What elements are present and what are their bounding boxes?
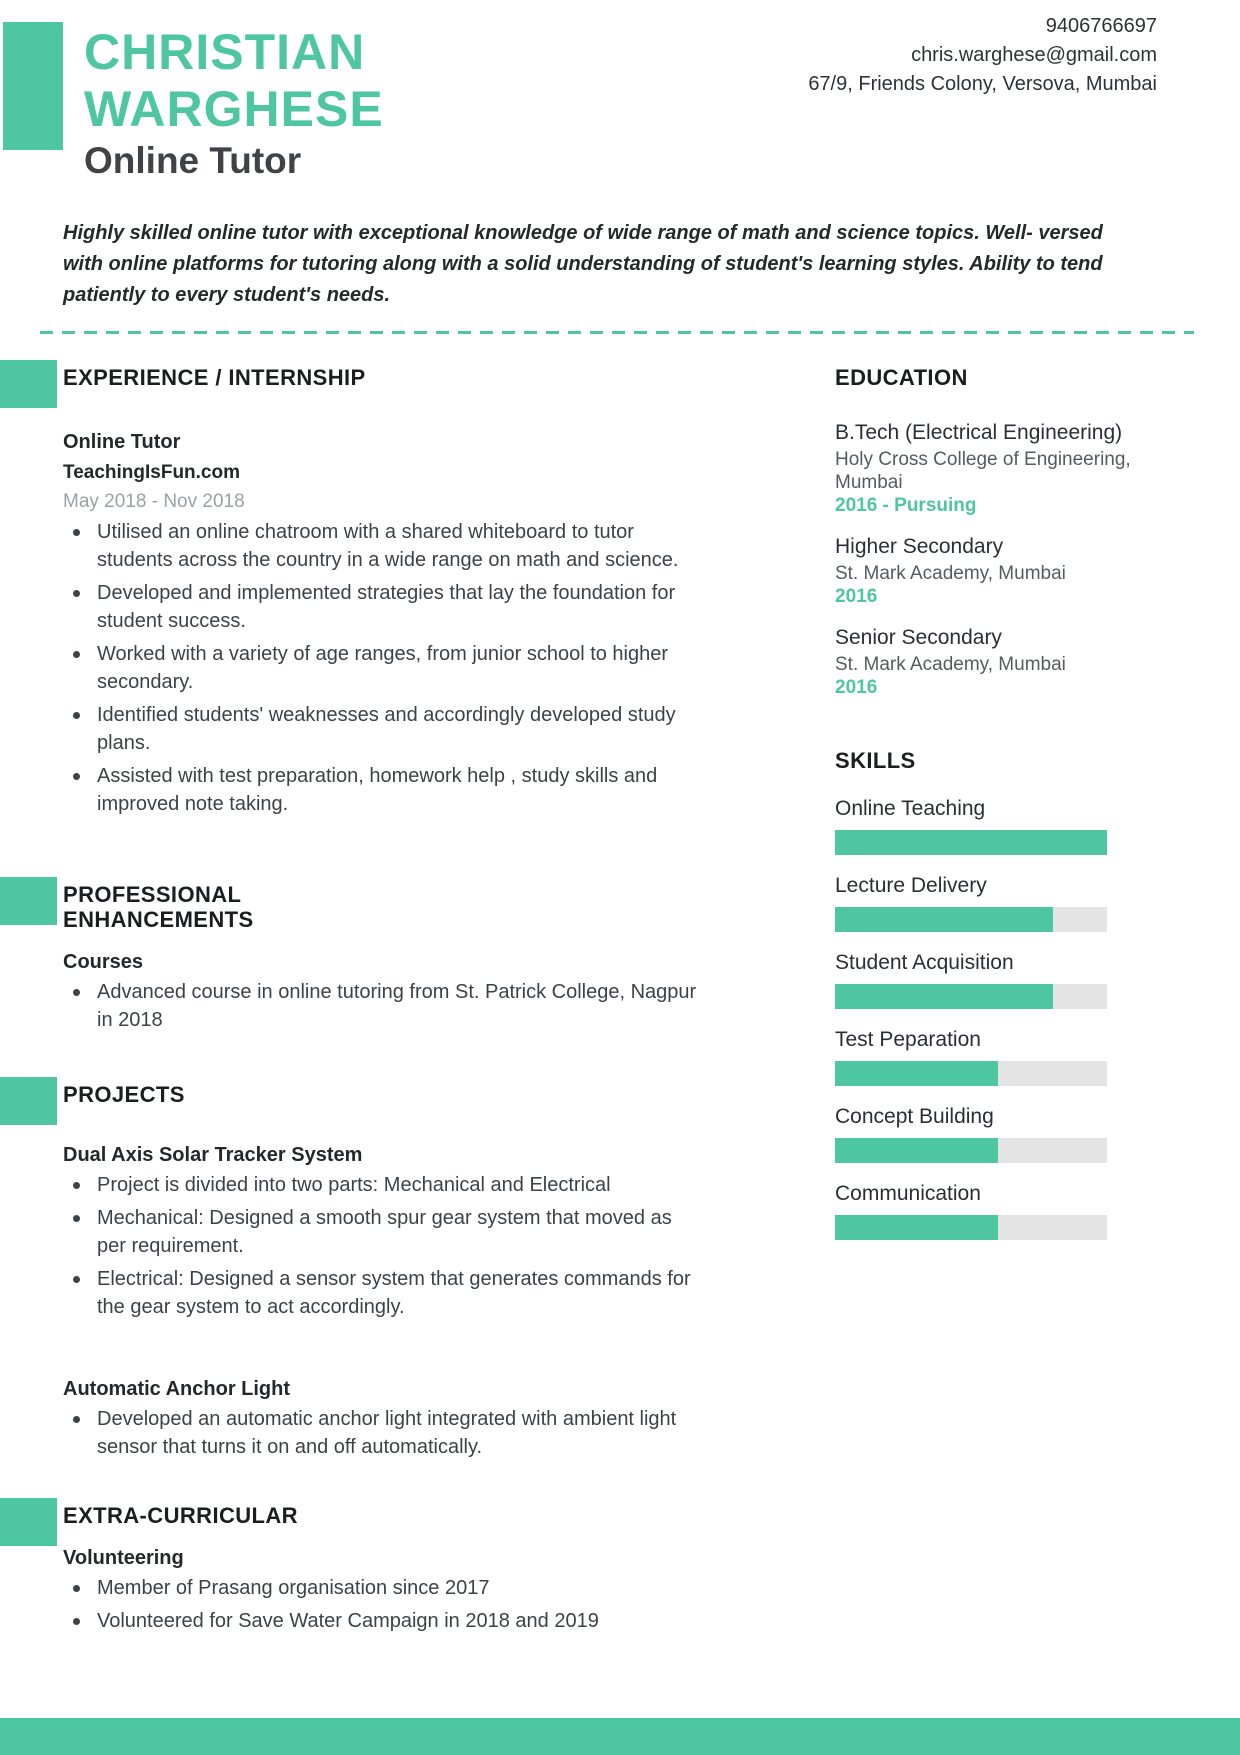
section-marker [0, 1498, 57, 1546]
education-year: 2016 - Pursuing [835, 495, 977, 516]
skill-name: Online Teaching [835, 797, 986, 820]
bullet-item: Utilised an online chatroom with a shared whiteboard to tutor students across the country in a wide range on math and science. [63, 518, 700, 574]
experience-bullet-list [63, 518, 700, 818]
skill-name: Communication [835, 1182, 981, 1205]
skill-bar-fill [835, 907, 1053, 932]
contact-block [808, 12, 1157, 99]
footer-accent-bar [0, 1718, 1240, 1755]
skill-item [835, 1028, 1145, 1086]
bullet-item: Developed an automatic anchor light integrated with ambient light sensor that turns it on and off automatically. [63, 1405, 700, 1461]
education-section [835, 352, 1145, 700]
contact-address: 67/9, Friends Colony, Versova, Mumbai [808, 73, 1157, 95]
skill-bar [835, 984, 1107, 1009]
skill-name: Test Peparation [835, 1028, 981, 1051]
volunteering-bullet-list [63, 1574, 700, 1635]
institution: Holy Cross College of Engineering, Mumbai [835, 449, 1131, 493]
skill-bar-fill [835, 1138, 998, 1163]
skill-bar-fill [835, 830, 1107, 855]
contact-phone: 9406766697 [1045, 15, 1157, 37]
bullet-item: Electrical: Designed a sensor system that generates commands for the gear system to act accordingly. [63, 1265, 700, 1321]
skill-bar [835, 1138, 1107, 1163]
skill-bar-fill [835, 1061, 998, 1086]
skills-heading: SKILLS [835, 748, 916, 773]
volunteering-subheading: Volunteering [63, 1547, 184, 1569]
skill-name: Lecture Delivery [835, 874, 987, 897]
job-title: Online Tutor [84, 140, 302, 181]
project-bullet-list [63, 1405, 700, 1461]
projects-section [0, 1069, 700, 1466]
bullet-item: Member of Prasang organisation since 2017 [63, 1574, 700, 1602]
project-bullet-list [63, 1171, 700, 1321]
skill-bar-fill [835, 1215, 998, 1240]
projects-heading: PROJECTS [63, 1082, 185, 1107]
skill-bar [835, 1061, 1107, 1086]
bullet-item: Developed and implemented strategies that lay the foundation for student success. [63, 579, 700, 635]
degree: Higher Secondary [835, 535, 1004, 558]
institution: St. Mark Academy, Mumbai [835, 563, 1066, 584]
section-marker [0, 877, 57, 925]
professional-enhancements-section [0, 869, 700, 1039]
education-year: 2016 [835, 586, 878, 607]
extra-curricular-heading: EXTRA-CURRICULAR [63, 1503, 298, 1528]
section-marker [0, 360, 57, 408]
experience-dates: May 2018 - Nov 2018 [63, 491, 245, 512]
bullet-item: Advanced course in online tutoring from St. Patrick College, Nagpur in 2018 [63, 978, 700, 1034]
professional-enhancements-heading: PROFESSIONAL ENHANCEMENTS [63, 882, 254, 932]
contact-email: chris.warghese@gmail.com [911, 44, 1157, 66]
summary-paragraph: Highly skilled online tutor with exceptional knowledge of wide range of math and science topics. Well- versed with online platforms for tutoring along with a solid understanding of student's learning styles. Ability to tend patiently to every student's needs. [63, 222, 1103, 306]
last-name: WARGHESE [84, 81, 384, 137]
dashed-divider [40, 331, 1194, 334]
bullet-item: Assisted with test preparation, homework help , study skills and improved note taking. [63, 762, 700, 818]
experience-company: TeachingIsFun.com [63, 462, 241, 483]
skill-bar [835, 907, 1107, 932]
experience-role: Online Tutor [63, 431, 181, 453]
skill-bar [835, 1215, 1107, 1240]
skill-item [835, 951, 1145, 1009]
person-name [84, 24, 384, 138]
project-title: Dual Axis Solar Tracker System [63, 1144, 363, 1166]
degree: Senior Secondary [835, 626, 1002, 649]
name-accent-block [3, 22, 63, 150]
bullet-item: Worked with a variety of age ranges, from junior school to higher secondary. [63, 640, 700, 696]
skill-name: Student Acquisition [835, 951, 1014, 974]
project-title: Automatic Anchor Light [63, 1378, 291, 1400]
skill-item [835, 1105, 1145, 1163]
bullet-item: Volunteered for Save Water Campaign in 2018 and 2019 [63, 1607, 700, 1635]
skill-item [835, 1182, 1145, 1240]
first-name: CHRISTIAN [84, 24, 366, 80]
education-heading: EDUCATION [835, 365, 968, 390]
education-entry [835, 534, 1145, 609]
education-entry [835, 420, 1145, 518]
experience-heading: EXPERIENCE / INTERNSHIP [63, 365, 366, 390]
skills-list [835, 797, 1145, 1240]
skill-bar [835, 830, 1107, 855]
skills-section [835, 735, 1145, 1259]
extra-curricular-section [0, 1490, 700, 1640]
bullet-item: Mechanical: Designed a smooth spur gear system that moved as per requirement. [63, 1204, 700, 1260]
education-year: 2016 [835, 677, 878, 698]
bullet-item: Identified students' weaknesses and accordingly developed study plans. [63, 701, 700, 757]
skill-item [835, 797, 1145, 855]
bullet-item: Project is divided into two parts: Mechanical and Electrical [63, 1171, 700, 1199]
degree: B.Tech (Electrical Engineering) [835, 421, 1123, 444]
institution: St. Mark Academy, Mumbai [835, 654, 1066, 675]
education-entry [835, 625, 1145, 700]
skill-bar-fill [835, 984, 1053, 1009]
skill-name: Concept Building [835, 1105, 994, 1128]
skill-item [835, 874, 1145, 932]
courses-bullet-list [63, 978, 700, 1034]
courses-subheading: Courses [63, 951, 144, 973]
section-marker [0, 1077, 57, 1125]
experience-section [0, 352, 700, 823]
